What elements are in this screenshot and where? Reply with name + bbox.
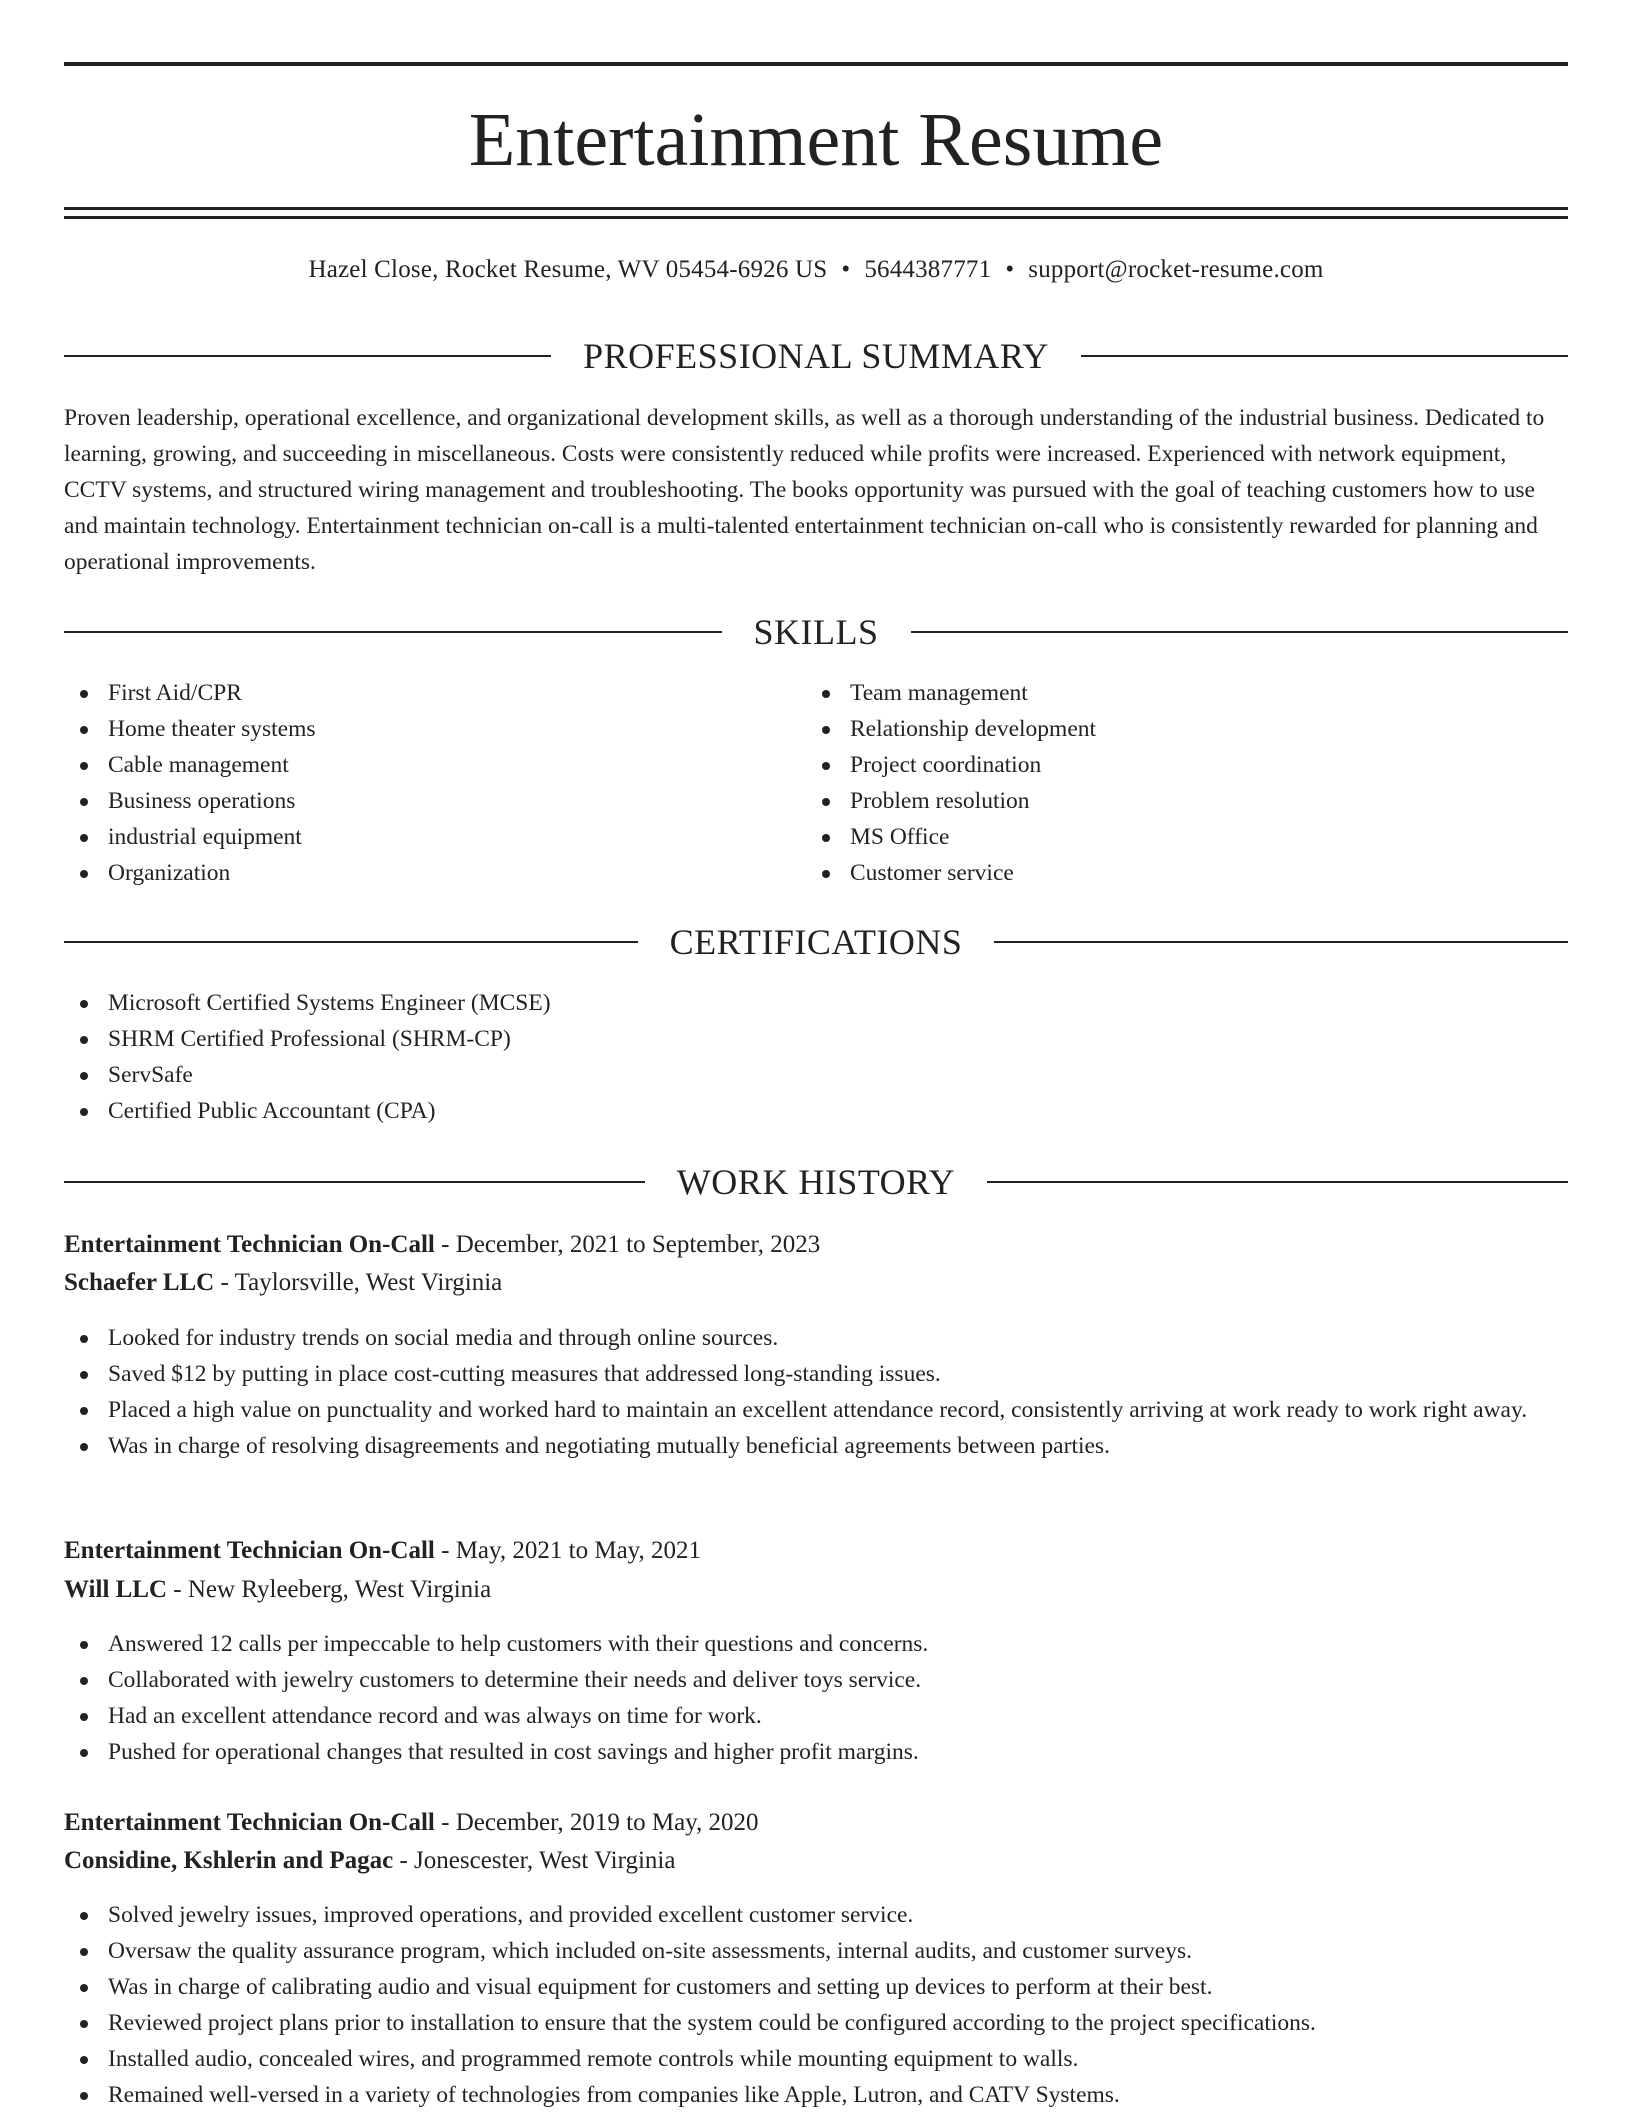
- job-bullet: Reviewed project plans prior to installation to ensure that the system could be configured according to the project specifications.: [64, 2005, 1568, 2041]
- job-dates: - December, 2021 to September, 2023: [434, 1231, 821, 1258]
- bullet-icon: [80, 1036, 88, 1044]
- contact-line: [64, 252, 1568, 288]
- bullet-icon: [80, 2020, 88, 2028]
- job-title-line: [64, 1804, 1568, 1842]
- bullet-icon: [80, 1335, 88, 1343]
- bullet-icon: [80, 726, 88, 734]
- heading-rule-right: [911, 631, 1569, 633]
- job-bullet: Had an excellent attendance record and was always on time for work.: [64, 1698, 1568, 1734]
- job-bullet: Installed audio, concealed wires, and programmed remote controls while mounting equipment to walls.: [64, 2041, 1568, 2077]
- skill-item: MS Office: [806, 819, 1506, 855]
- skill-item: Problem resolution: [806, 783, 1506, 819]
- bullet-icon: [822, 798, 830, 806]
- resume-title: Entertainment Resume: [468, 98, 1164, 182]
- bullet-icon: [80, 870, 88, 878]
- section-heading-work-history: [64, 1157, 1568, 1207]
- job-bullet: Was in charge of resolving disagreements and negotiating mutually beneficial agreements between parties.: [64, 1428, 1568, 1464]
- contact-separator: •: [1005, 256, 1015, 283]
- job-bullet: Collaborated with jewelry customers to determine their needs and deliver toys service.: [64, 1662, 1568, 1698]
- job-dates: - December, 2019 to May, 2020: [434, 1809, 759, 1836]
- skill-item: Project coordination: [806, 747, 1506, 783]
- job-location: - New Ryleeberg, West Virginia: [167, 1576, 492, 1603]
- bullet-icon: [80, 2056, 88, 2064]
- job-title: Entertainment Technician On-Call: [64, 1537, 435, 1564]
- bullet-icon: [80, 762, 88, 770]
- bullet-icon: [80, 1108, 88, 1116]
- skill-item: Customer service: [806, 855, 1506, 891]
- certification-item: SHRM Certified Professional (SHRM-CP): [64, 1021, 1568, 1057]
- job-bullet: Answered 12 calls per impeccable to help customers with their questions and concerns.: [64, 1626, 1568, 1662]
- top-rule: [64, 62, 1568, 66]
- bullet-icon: [80, 1749, 88, 1757]
- job-bullet: Placed a high value on punctuality and worked hard to maintain an excellent attendance record, consistently arriving at work ready to work right away.: [64, 1392, 1568, 1428]
- section-title: SKILLS: [753, 612, 879, 652]
- certification-item: Microsoft Certified Systems Engineer (MCSE): [64, 985, 1568, 1021]
- heading-rule-right: [1081, 355, 1568, 357]
- job-bullet: Was in charge of calibrating audio and visual equipment for customers and setting up devices to perform at their best.: [64, 1969, 1568, 2005]
- bullet-icon: [80, 1713, 88, 1721]
- skill-item: Cable management: [64, 747, 764, 783]
- bullet-icon: [80, 798, 88, 806]
- heading-rule-left: [64, 941, 638, 943]
- certification-item: Certified Public Accountant (CPA): [64, 1093, 1568, 1129]
- job-bullet: Oversaw the quality assurance program, which included on-site assessments, internal audits, and customer surveys.: [64, 1933, 1568, 1969]
- bullet-icon: [80, 1371, 88, 1379]
- bullet-icon: [822, 726, 830, 734]
- heading-rule-right: [994, 941, 1568, 943]
- bullet-icon: [80, 2092, 88, 2100]
- summary-text: Proven leadership, operational excellence, and organizational development skills, as well as a thorough understanding of the industrial business. Dedicated to learning, growing, and succeeding in miscellaneous. Costs were consistently reduced while profits were increased. Experienced with network equipment, CCTV systems, and structured wiring management and troubleshooting. The books opportunity was pursued with the goal of teaching customers how to use and maintain technology. Entertainment technician on-call is a multi-talented entertainment technician on-call who is consistently rewarded for planning and operational improvements.: [64, 405, 1545, 575]
- bullet-icon: [80, 1948, 88, 1956]
- job-bullets: [64, 1626, 1568, 1770]
- job-title: Entertainment Technician On-Call: [64, 1231, 435, 1258]
- bullet-icon: [80, 1443, 88, 1451]
- bullet-icon: [80, 1912, 88, 1920]
- job-dates: - May, 2021 to May, 2021: [434, 1537, 702, 1564]
- section-title: PROFESSIONAL SUMMARY: [583, 336, 1049, 376]
- job-bullet: Looked for industry trends on social media and through online sources.: [64, 1320, 1568, 1356]
- job-company: Schaefer LLC: [64, 1269, 215, 1296]
- skill-item: First Aid/CPR: [64, 675, 764, 711]
- title-rule-upper: [64, 207, 1568, 210]
- bullet-icon: [80, 1072, 88, 1080]
- skill-item: industrial equipment: [64, 819, 764, 855]
- section-heading-summary: [64, 331, 1568, 381]
- job-company: Considine, Kshlerin and Pagac: [64, 1847, 394, 1874]
- section-title: CERTIFICATIONS: [669, 922, 963, 962]
- bullet-icon: [80, 1407, 88, 1415]
- skill-item: Business operations: [64, 783, 764, 819]
- heading-rule-left: [64, 631, 722, 633]
- bullet-icon: [80, 834, 88, 842]
- section-heading-certifications: [64, 917, 1568, 967]
- bullet-icon: [80, 1984, 88, 1992]
- job-bullets: [64, 1897, 1568, 2113]
- certification-item: ServSafe: [64, 1057, 1568, 1093]
- skills-list-left: [64, 675, 764, 891]
- skill-item: Home theater systems: [64, 711, 764, 747]
- job-title-line: [64, 1532, 1568, 1570]
- skills-list-right: [806, 675, 1506, 891]
- job-company-line: [64, 1264, 1568, 1302]
- job-company-line: [64, 1842, 1568, 1880]
- job-title: Entertainment Technician On-Call: [64, 1809, 435, 1836]
- bullet-icon: [822, 834, 830, 842]
- bullet-icon: [822, 870, 830, 878]
- job-title-line: [64, 1226, 1568, 1264]
- job-bullet: Saved $12 by putting in place cost-cutting measures that addressed long-standing issues.: [64, 1356, 1568, 1392]
- contact-phone: 5644387771: [864, 256, 992, 283]
- heading-rule-left: [64, 355, 551, 357]
- bullet-icon: [80, 1000, 88, 1008]
- title-rule-lower: [64, 216, 1568, 219]
- job-company-line: [64, 1571, 1568, 1609]
- heading-rule-left: [64, 1181, 645, 1183]
- bullet-icon: [80, 1677, 88, 1685]
- contact-email[interactable]: support@rocket-resume.com: [1028, 256, 1324, 283]
- certifications-list: [64, 985, 1568, 1129]
- skill-item: Team management: [806, 675, 1506, 711]
- skill-item: Relationship development: [806, 711, 1506, 747]
- bullet-icon: [822, 762, 830, 770]
- job-location: - Taylorsville, West Virginia: [214, 1269, 503, 1296]
- job-location: - Jonescester, West Virginia: [393, 1847, 676, 1874]
- job-bullet: Pushed for operational changes that resulted in cost savings and higher profit margins.: [64, 1734, 1568, 1770]
- job-bullet: Solved jewelry issues, improved operations, and provided excellent customer service.: [64, 1897, 1568, 1933]
- section-title: WORK HISTORY: [676, 1162, 956, 1202]
- contact-separator: •: [841, 256, 851, 283]
- heading-rule-right: [987, 1181, 1568, 1183]
- bullet-icon: [80, 690, 88, 698]
- bullet-icon: [80, 1641, 88, 1649]
- contact-address: Hazel Close, Rocket Resume, WV 05454-6926 US: [308, 256, 828, 283]
- job-bullets: [64, 1320, 1568, 1464]
- skill-item: Organization: [64, 855, 764, 891]
- job-bullet: Remained well-versed in a variety of technologies from companies like Apple, Lutron, and CATV Systems.: [64, 2077, 1568, 2113]
- job-company: Will LLC: [64, 1576, 168, 1603]
- bullet-icon: [822, 690, 830, 698]
- section-heading-skills: [64, 607, 1568, 657]
